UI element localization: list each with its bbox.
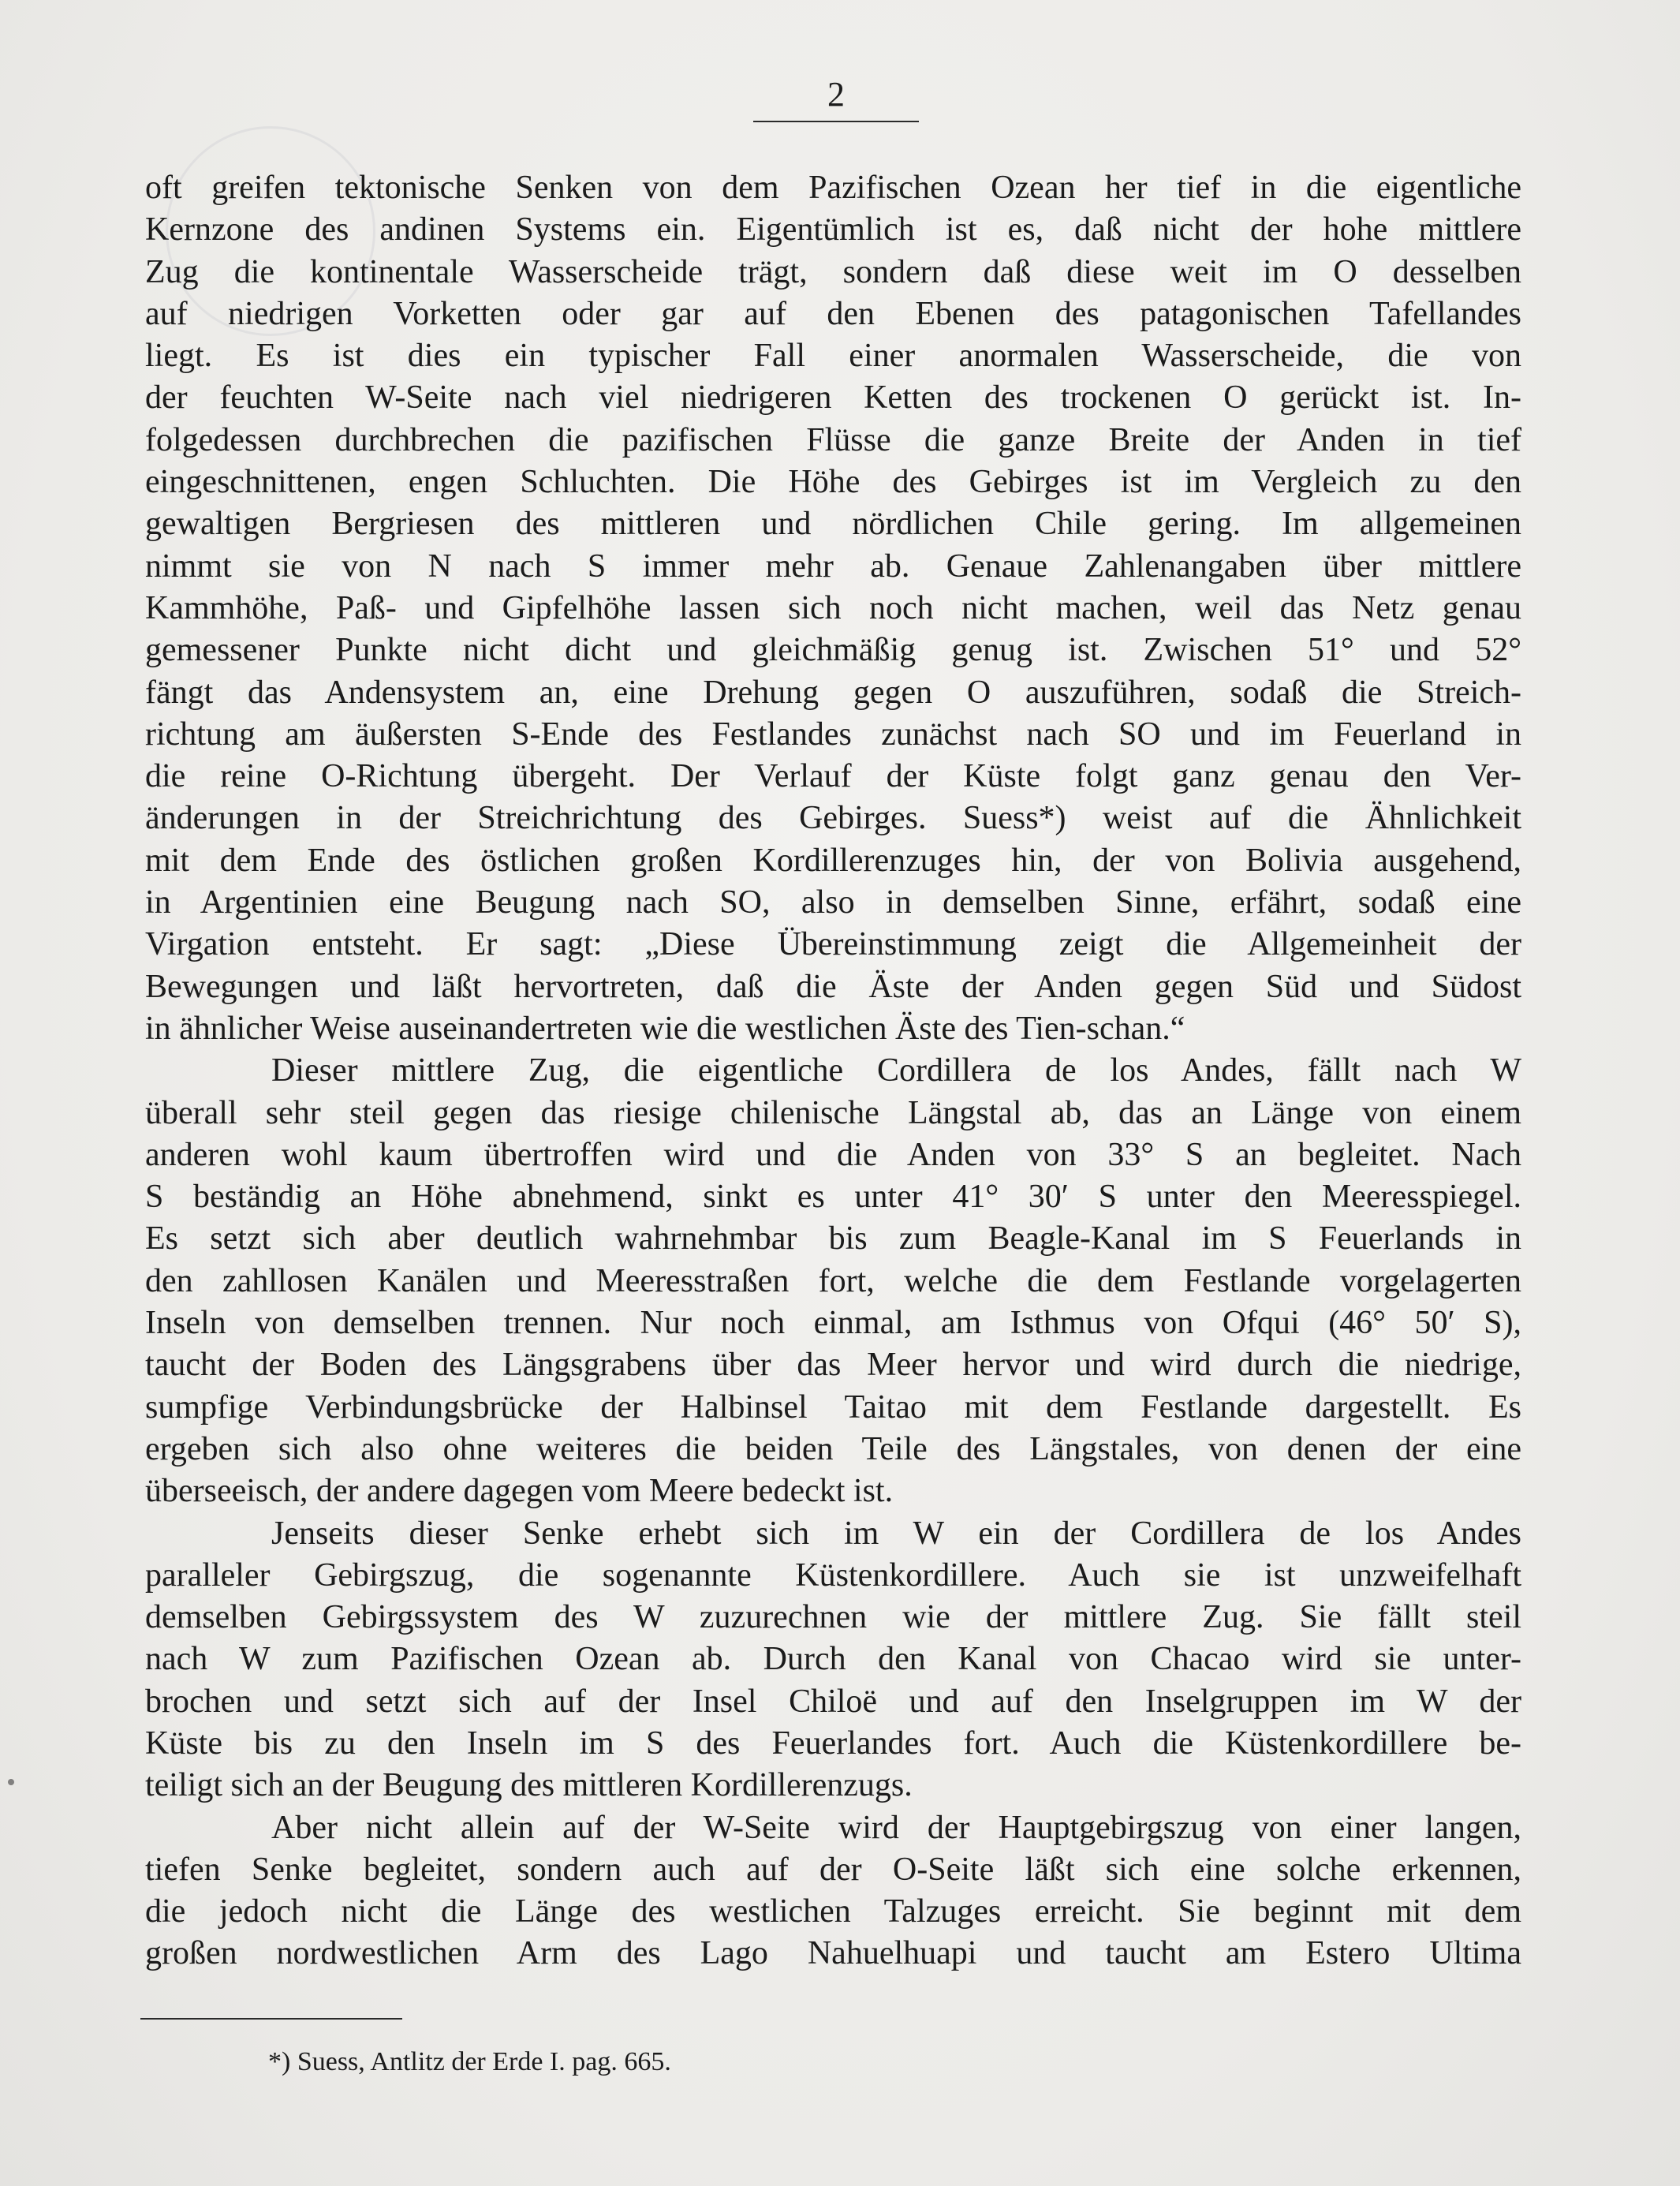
margin-speck (8, 1779, 14, 1785)
text-line: Jenseits dieser Senke erhebt sich im W ein der Cordillera de los Andes (271, 1515, 1521, 1552)
text-line: überall sehr steil gegen das riesige chilenische Längstal ab, das an Länge von einem (145, 1094, 1521, 1131)
text-line: in ähnlicher Weise auseinandertreten wie die westlichen Äste des Tien-schan.“ (145, 1010, 1185, 1047)
text-line: in Argentinien eine Beugung nach SO, also in demselben Sinne, erfährt, sodaß eine (145, 884, 1521, 921)
text-line: liegt. Es ist dies ein typischer Fall einer anormalen Wasserscheide, die von (145, 338, 1521, 375)
body-text (145, 167, 1521, 1975)
text-line: Es setzt sich aber deutlich wahrnehmbar bis zum Beagle-Kanal im S Feuerlands in (145, 1220, 1521, 1257)
text-line: Dieser mittlere Zug, die eigentliche Cordillera de los Andes, fällt nach W (271, 1052, 1521, 1089)
text-line: die jedoch nicht die Länge des westlichen Talzuges erreicht. Sie beginnt mit dem (145, 1893, 1521, 1930)
text-line: brochen und setzt sich auf der Insel Chiloë und auf den Inselgruppen im W der (145, 1683, 1521, 1720)
text-line: Aber nicht allein auf der W-Seite wird der Hauptgebirgszug von einer langen, (271, 1809, 1521, 1846)
text-line: die reine O-Richtung übergeht. Der Verlauf der Küste folgt ganz genau den Ver- (145, 758, 1521, 795)
text-line: richtung am äußersten S-Ende des Festlandes zunächst nach SO und im Feuerland in (145, 716, 1521, 753)
text-line: mit dem Ende des östlichen großen Kordillerenzuges hin, der von Bolivia ausgehend, (145, 842, 1521, 879)
text-line: nimmt sie von N nach S immer mehr ab. Genaue Zahlenangaben über mittlere (145, 547, 1521, 585)
text-line: den zahllosen Kanälen und Meeresstraßen fort, welche die dem Festlande vorgelagerten (145, 1262, 1521, 1299)
text-line: oft greifen tektonische Senken von dem Pazifischen Ozean her tief in die eigentliche (145, 170, 1521, 206)
text-line: der feuchten W-Seite nach viel niedrigeren Ketten des trockenen O gerückt ist. In- (145, 379, 1521, 417)
text-line: änderungen in der Streichrichtung des Gebirges. Suess*) weist auf die Ähnlichkeit (145, 800, 1521, 837)
text-line: tiefen Senke begleitet, sondern auch auf der O-Seite läßt sich eine solche erkennen, (145, 1851, 1521, 1888)
text-line: sumpfige Verbindungsbrücke der Halbinsel Taitao mit dem Festlande dargestellt. Es (145, 1388, 1521, 1426)
text-line: Zug die kontinentale Wasserscheide trägt, sondern daß diese weit im O desselben (145, 253, 1521, 290)
page-number: 2 (827, 75, 845, 114)
text-line: Küste bis zu den Inseln im S des Feuerlandes fort. Auch die Küstenkordillere be- (145, 1725, 1521, 1762)
text-line: Bewegungen und läßt hervortreten, daß die Äste der Anden gegen Süd und Südost (145, 968, 1521, 1005)
text-line: fängt das Andensystem an, eine Drehung gegen O auszuführen, sodaß die Streich- (145, 674, 1521, 711)
text-line: nach W zum Pazifischen Ozean ab. Durch den Kanal von Chacao wird sie unter- (145, 1641, 1521, 1678)
text-line: Kernzone des andinen Systems ein. Eigentümlich ist es, daß nicht der hohe mittlere (145, 211, 1521, 248)
text-line: Kammhöhe, Paß- und Gipfelhöhe lassen sich noch nicht machen, weil das Netz genau (145, 589, 1521, 626)
text-line: Inseln von demselben trennen. Nur noch einmal, am Isthmus von Ofqui (46° 50′ S), (145, 1305, 1521, 1342)
text-line: gemessener Punkte nicht dicht und gleichmäßig genug ist. Zwischen 51° und 52° (145, 632, 1521, 669)
text-line: taucht der Boden des Längsgrabens über das Meer hervor und wird durch die niedrige, (145, 1347, 1521, 1384)
footnote: *) Suess, Antlitz der Erde I. pag. 665. (268, 2047, 671, 2076)
text-line: auf niedrigen Vorketten oder gar auf den Ebenen des patagonischen Tafellandes (145, 295, 1521, 332)
page-number-rule (753, 121, 919, 122)
text-line: teiligt sich an der Beugung des mittleren Kordillerenzugs. (145, 1767, 913, 1804)
text-line: folgedessen durchbrechen die pazifischen Flüsse die ganze Breite der Anden in tief (145, 421, 1521, 458)
text-line: gewaltigen Bergriesen des mittleren und nördlichen Chile gering. Im allgemeinen (145, 506, 1521, 543)
text-line: eingeschnittenen, engen Schluchten. Die Höhe des Gebirges ist im Vergleich zu den (145, 464, 1521, 501)
text-line: Virgation entsteht. Er sagt: „Diese Übereinstimmung zeigt die Allgemeinheit der (145, 926, 1521, 963)
text-line: paralleler Gebirgszug, die sogenannte Küstenkordillere. Auch sie ist unzweifelhaft (145, 1556, 1521, 1594)
text-line: demselben Gebirgssystem des W zuzurechnen wie der mittlere Zug. Sie fällt steil (145, 1599, 1521, 1636)
footnote-rule (140, 2018, 402, 2020)
text-line: anderen wohl kaum übertroffen wird und die Anden von 33° S an begleitet. Nach (145, 1136, 1521, 1173)
text-line: überseeisch, der andere dagegen vom Meere bedeckt ist. (145, 1473, 894, 1510)
text-line: ergeben sich also ohne weiteres die beiden Teile des Längstales, von denen der eine (145, 1430, 1521, 1467)
text-line: großen nordwestlichen Arm des Lago Nahuelhuapi und taucht am Estero Ultima (145, 1935, 1521, 1972)
text-line: S beständig an Höhe abnehmend, sinkt es unter 41° 30′ S unter den Meeresspiegel. (145, 1179, 1521, 1216)
